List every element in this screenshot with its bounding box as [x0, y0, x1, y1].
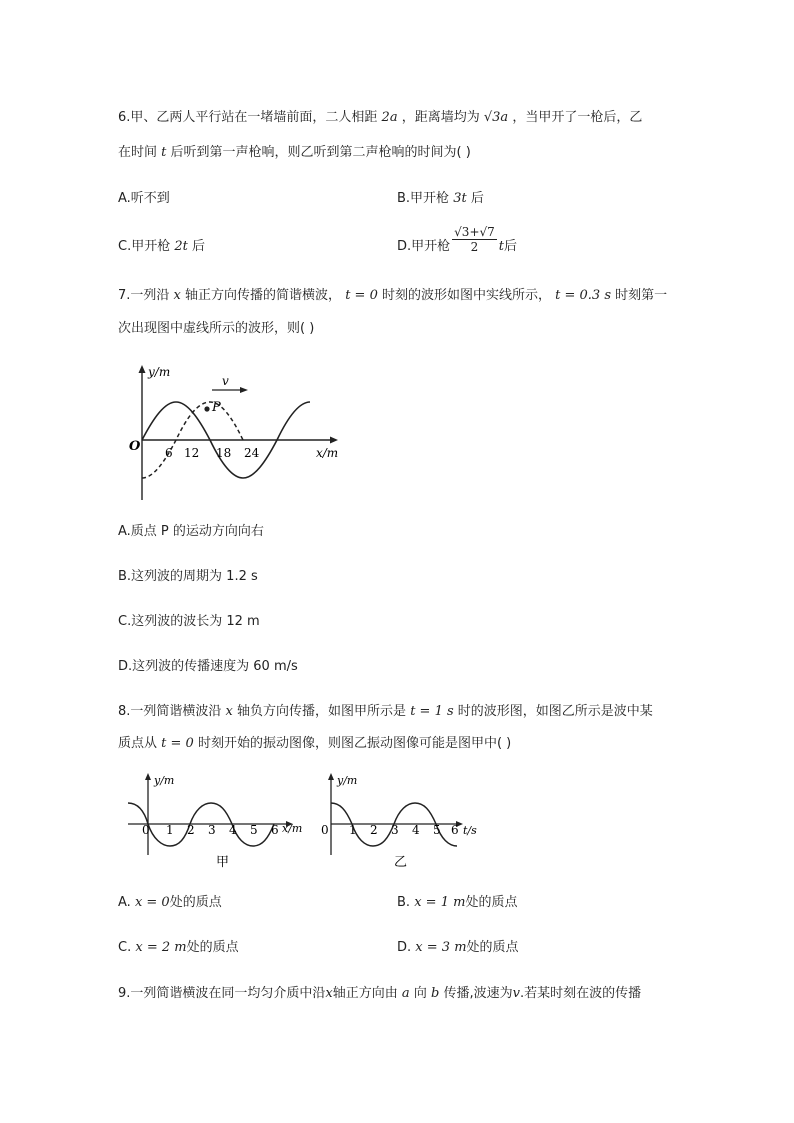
q9-speed-var: v [512, 986, 520, 1001]
q8b-tick-3: 3 [391, 823, 399, 837]
q8-text: 8.一列简谐横波沿 [118, 704, 222, 719]
q8b-caption: 乙 [394, 855, 408, 870]
q6-option-c[interactable] [118, 237, 205, 257]
q9-point-b: b [430, 986, 440, 1001]
q7-wave-graph [120, 362, 340, 502]
q8-option-d-value: x = 3 m [415, 940, 467, 955]
q8-option-b-label: B. [397, 895, 411, 910]
q6-text: 6.甲、乙两人平行站在一堵墙前面，二人相距 [118, 110, 378, 125]
q6-stem-line2 [118, 143, 471, 163]
q7-text: 7.一列沿 [118, 288, 170, 303]
q6-fraction-denominator: 2 [470, 240, 479, 254]
q9-text: 向 [413, 986, 427, 1001]
q8-option-d-label: D. [397, 940, 412, 955]
q8-text: 时刻开始的振动图像，则图乙振动图像可能是图甲中( ) [197, 736, 512, 751]
q6-option-b-label: B.甲开枪 [397, 191, 450, 206]
q8-option-a-value: x = 0 [134, 895, 170, 910]
q7-stem-line2 [118, 319, 314, 339]
q8a-tick-2: 2 [187, 823, 195, 837]
q6-option-c-label: C.甲开枪 [118, 239, 171, 254]
q8a-x-label: x/m [282, 822, 303, 835]
q7-velocity-arrowhead [240, 387, 248, 393]
q8-graph-yi [318, 770, 478, 870]
q7-option-c-label: C.这列波的波长为 12 m [118, 614, 260, 629]
q7-origin: O [129, 439, 141, 454]
q7-y-label: y/m [148, 365, 171, 379]
q8-time-one: t = 1 s [410, 704, 454, 719]
q9-text: 传播,波速为 [443, 986, 513, 1001]
q6-time-var: t [161, 145, 167, 160]
q8-stem-line2 [118, 734, 511, 754]
q9-text: 轴正方向由 [332, 986, 398, 1001]
q7-tick-24: 24 [244, 446, 260, 460]
q8-option-b-value: x = 1 m [414, 895, 466, 910]
q7-option-a-label: A.质点 P 的运动方向向右 [118, 524, 264, 539]
q6-option-d[interactable] [397, 225, 518, 257]
q6-option-b-suffix: 后 [470, 191, 484, 206]
q8-time-zero: t = 0 [161, 736, 194, 751]
q8a-y-arrow [145, 773, 151, 780]
q7-label-p: P [212, 400, 221, 415]
q8a-tick-3: 3 [208, 823, 216, 837]
q6-option-a[interactable] [118, 189, 170, 209]
q8-text: 轴负方向传播，如图甲所示是 [237, 704, 407, 719]
q8a-tick-6: 6 [271, 823, 279, 837]
q7-text: 次出现图中虚线所示的波形，则( ) [118, 321, 315, 336]
q7-x-label: x/m [316, 446, 339, 460]
q6-text: ，当甲开了一枪后，乙 [512, 110, 643, 125]
q8a-tick-5: 5 [250, 823, 258, 837]
q6-distance: 2a [381, 110, 398, 125]
q7-tick-18: 18 [216, 446, 232, 460]
q7-option-b[interactable] [118, 567, 258, 587]
q9-stem-line1 [118, 984, 641, 1004]
q8-option-c-suffix: 处的质点 [186, 940, 239, 955]
q6-fraction-numerator: √3+√7 [454, 225, 495, 239]
q6-option-b-value: 3t [453, 191, 467, 206]
q7-option-a[interactable] [118, 522, 264, 542]
q8b-y-arrow [328, 773, 334, 780]
q7-stem-line1 [118, 286, 667, 306]
q8-option-a[interactable] [118, 893, 222, 913]
q8a-origin: 0 [142, 823, 150, 837]
q6-wall-distance: √3a [483, 110, 509, 125]
q6-option-d-fraction [452, 225, 497, 254]
q7-x-arrow [330, 437, 338, 444]
q8-axis-var: x [225, 704, 233, 719]
q8a-y-label: y/m [154, 774, 175, 787]
q6-text: 后听到第一声枪响，则乙听到第二声枪响的时间为( ) [170, 145, 471, 160]
q6-option-d-suffix: 后 [504, 239, 518, 254]
q8-graph-jia [128, 770, 318, 870]
q9-text: 9.一列简谐横波在同一均匀介质中沿 [118, 986, 326, 1001]
q7-text: 时刻的波形如图中实线所示， [381, 288, 551, 303]
q8b-tick-6: 6 [451, 823, 459, 837]
q8-text: 时的波形图，如图乙所示是波中某 [457, 704, 653, 719]
q8-option-c[interactable] [118, 938, 239, 958]
q6-option-c-suffix: 后 [192, 239, 206, 254]
q6-text: ，距离墙均为 [401, 110, 480, 125]
q8-option-d-suffix: 处的质点 [466, 940, 519, 955]
q8-option-c-value: x = 2 m [135, 940, 187, 955]
q6-option-d-time: t [498, 239, 505, 254]
q8b-tick-5: 5 [433, 823, 441, 837]
q6-stem-line1 [118, 108, 642, 128]
q9-point-a: a [401, 986, 410, 1001]
q7-text: 轴正方向传播的简谐横波， [185, 288, 342, 303]
q9-text: .若某时刻在波的传播 [519, 986, 642, 1001]
q8-text: 质点从 [118, 736, 158, 751]
q8b-tick-2: 2 [370, 823, 378, 837]
q7-point-p [204, 406, 209, 411]
q8a-tick-1: 1 [166, 823, 174, 837]
q8b-tick-4: 4 [412, 823, 420, 837]
q6-option-a-label: A.听不到 [118, 191, 170, 206]
q6-text: 在时间 [118, 145, 158, 160]
q7-text: 时刻第一 [615, 288, 668, 303]
q7-time-03: t = 0.3 s [555, 288, 611, 303]
q7-time-zero: t = 0 [345, 288, 378, 303]
q7-option-b-label: B.这列波的周期为 1.2 s [118, 569, 258, 584]
q8a-caption: 甲 [216, 855, 230, 870]
q8-option-c-label: C. [118, 940, 132, 955]
q8b-origin: 0 [321, 823, 329, 837]
q8-stem-line1 [118, 702, 653, 722]
q8-option-b[interactable] [397, 893, 517, 913]
q8a-tick-4: 4 [229, 823, 237, 837]
q8b-x-label: t/s [463, 824, 477, 837]
q9-axis-var: x [325, 986, 333, 1001]
q7-label-v: v [222, 374, 229, 388]
q6-option-b[interactable] [397, 189, 484, 209]
q7-tick-6: 6 [165, 446, 173, 460]
q6-option-d-label: D.甲开枪 [397, 239, 451, 254]
q7-option-c[interactable] [118, 612, 260, 632]
q7-y-arrow [139, 365, 146, 373]
q8-option-a-suffix: 处的质点 [169, 895, 222, 910]
q6-option-c-value: 2t [174, 239, 188, 254]
q7-option-d[interactable] [118, 657, 298, 677]
q8-option-b-suffix: 处的质点 [465, 895, 518, 910]
q7-option-d-label: D.这列波的传播速度为 60 m/s [118, 659, 298, 674]
q8b-tick-1: 1 [349, 823, 357, 837]
q8b-y-label: y/m [337, 774, 358, 787]
q8-option-d[interactable] [397, 938, 519, 958]
q7-tick-12: 12 [184, 446, 200, 460]
q7-axis-var: x [173, 288, 181, 303]
q8-option-a-label: A. [118, 895, 131, 910]
